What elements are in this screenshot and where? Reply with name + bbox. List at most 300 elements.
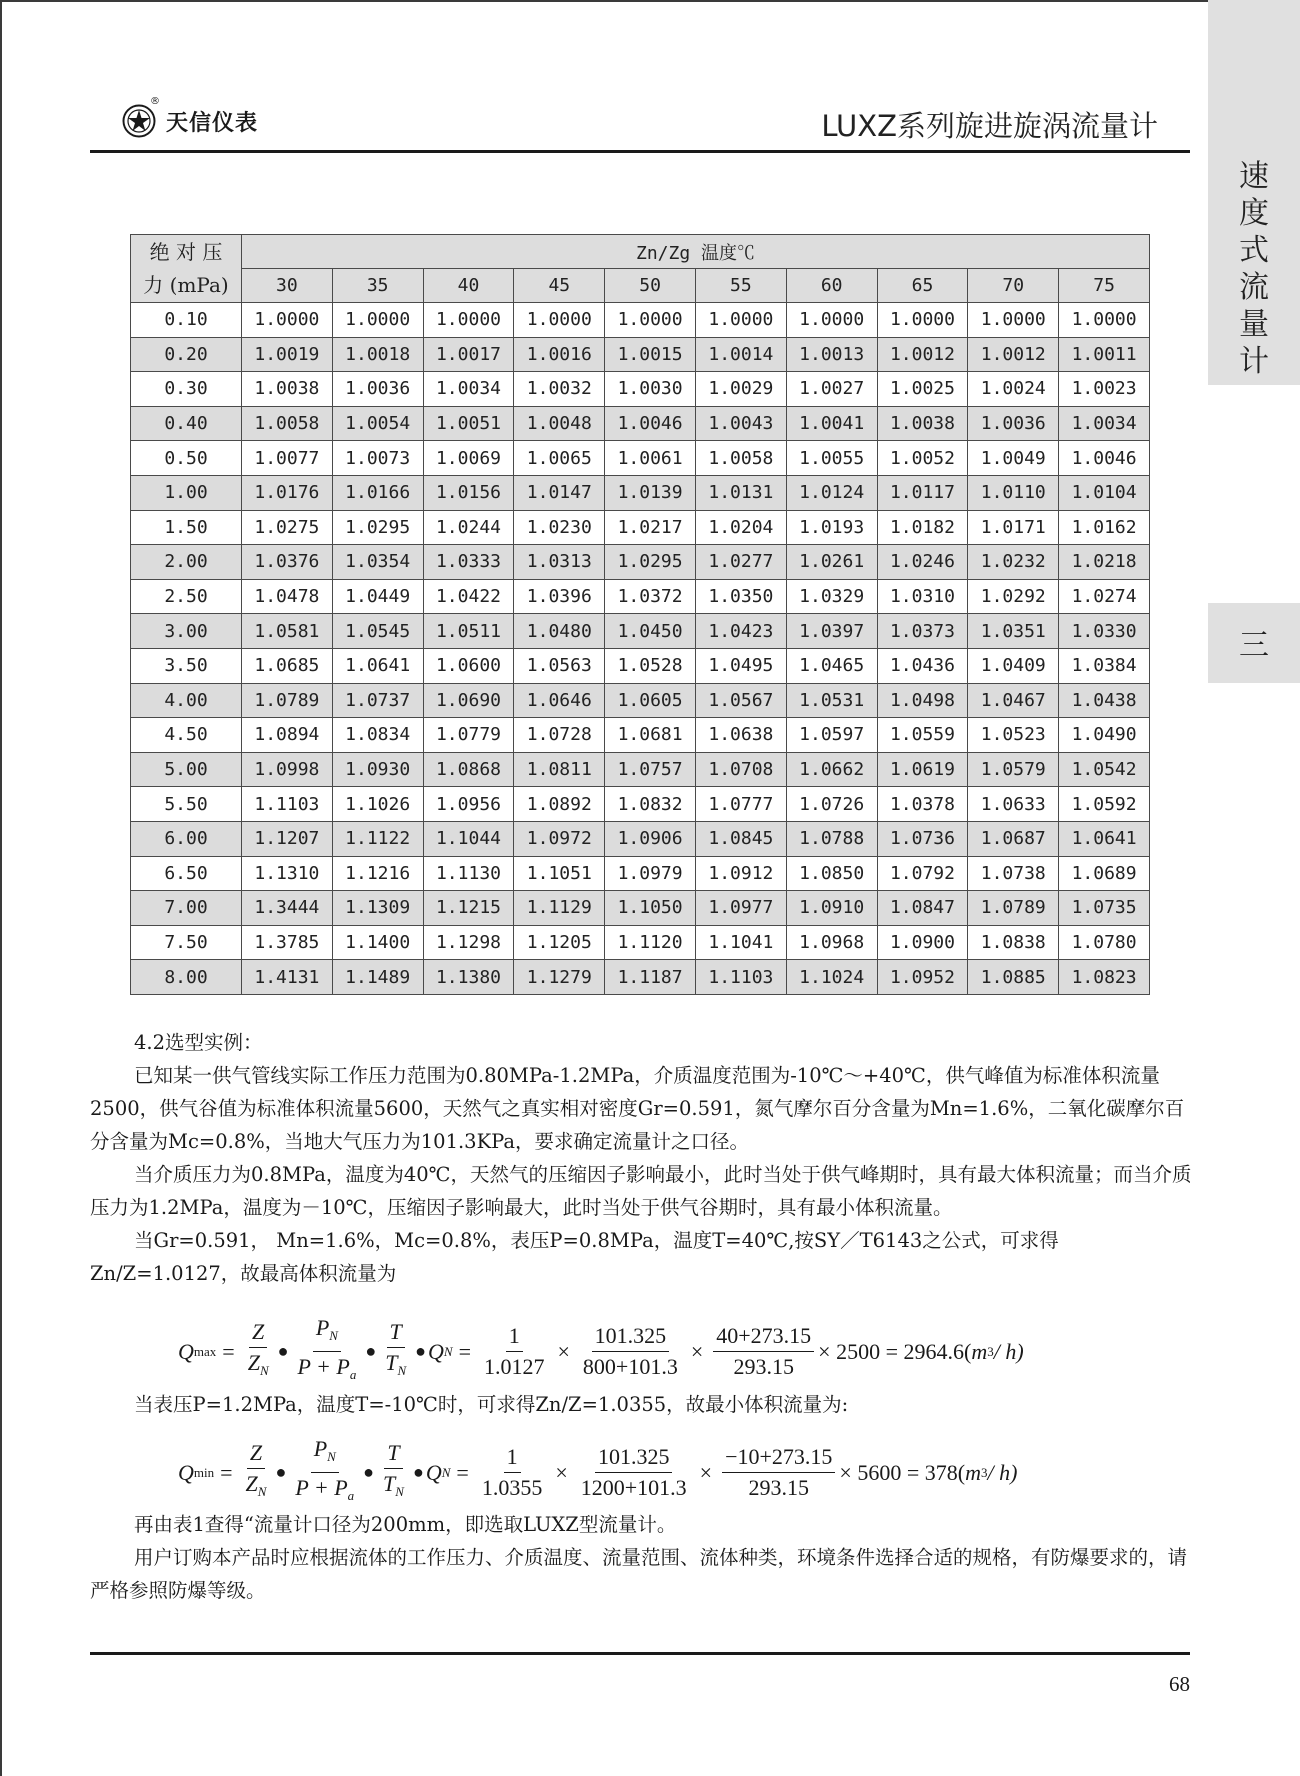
table-cell: 1.0531 [786,683,877,718]
table-cell: 1.0436 [877,648,968,683]
pressure-cell: 1.50 [131,510,242,545]
table-cell: 1.0498 [877,683,968,718]
table-cell: 1.0012 [968,337,1059,372]
table-cell: 1.0930 [332,752,423,787]
table-cell: 1.0850 [786,856,877,891]
formula-min-q-sub: N [441,1464,451,1480]
formula-max-n3-num: 40+273.15 [713,1321,814,1352]
table-cell: 1.0542 [1059,752,1150,787]
table-cell: 1.0029 [695,372,786,407]
table-cell: 1.1129 [514,891,605,926]
table-cell: 1.0789 [968,891,1059,926]
pressure-cell: 5.00 [131,752,242,787]
table-cell: 1.0043 [695,406,786,441]
table-cell: 1.0579 [968,752,1059,787]
table-cell: 1.0834 [332,718,423,753]
table-cell: 1.0449 [332,579,423,614]
table-cell: 1.0000 [695,303,786,338]
side-tab-chapter-label: 三 [1239,628,1269,663]
table-cell: 1.0000 [786,303,877,338]
pressure-cell: 0.10 [131,303,242,338]
table-cell: 1.0171 [968,510,1059,545]
formula-min-f2-num-sub: N [327,1449,336,1464]
table-cell: 1.3444 [242,891,333,926]
table-cell: 1.0738 [968,856,1059,891]
formula-min-n3-den: 293.15 [748,1475,809,1500]
table-cell: 1.0015 [605,337,696,372]
table-row [131,441,1150,476]
table-cell: 1.0055 [786,441,877,476]
formula-max-n1-num: 1 [506,1321,523,1352]
table-cell: 1.0038 [242,372,333,407]
table-row [131,648,1150,683]
table-cell: 1.0823 [1059,960,1150,995]
pressure-cell: 2.50 [131,579,242,614]
table-cell: 1.0912 [695,856,786,891]
formula-max-z-ratio [245,1317,272,1386]
table-cell: 1.0166 [332,475,423,510]
formula-max-result: × 2500 = 2964.6( [818,1338,972,1364]
table-cell: 1.0832 [605,787,696,822]
pressure-cell: 6.50 [131,856,242,891]
table-cell: 1.1489 [332,960,423,995]
formula-max-lhs: Q [178,1338,194,1364]
temperature-header: 35 [332,269,423,303]
formula-max-q: Q [428,1338,444,1364]
table-cell: 1.0230 [514,510,605,545]
temperature-header: 40 [423,269,514,303]
table-cell: 1.0046 [605,406,696,441]
table-cell: 1.0176 [242,475,333,510]
table-cell: 1.0065 [514,441,605,476]
table-cell: 1.0708 [695,752,786,787]
table-cell: 1.0019 [242,337,333,372]
table-cell: 1.0354 [332,545,423,580]
table-cell: 1.0780 [1059,925,1150,960]
pressure-cell: 7.50 [131,925,242,960]
table-cell: 1.0162 [1059,510,1150,545]
header-rule [90,150,1190,153]
formula-min-n1 [479,1442,546,1503]
table-cell: 1.0906 [605,821,696,856]
table-cell: 1.0685 [242,648,333,683]
formula-min-f3-num: T [387,1440,400,1465]
table-cell: 1.0036 [968,406,1059,441]
table-cell: 1.0376 [242,545,333,580]
table-cell: 1.1041 [695,925,786,960]
table-cell: 1.1207 [242,821,333,856]
table-row [131,856,1150,891]
table-cell: 1.0450 [605,614,696,649]
table-cell: 1.1309 [332,891,423,926]
table-cell: 1.0046 [1059,441,1150,476]
table-cell: 1.0789 [242,683,333,718]
table-cell: 1.0998 [242,752,333,787]
table-cell: 1.0726 [786,787,877,822]
formula-min-n1-num: 1 [504,1442,521,1473]
table-cell: 1.0069 [423,441,514,476]
formula-max-f3-den-sub: N [397,1363,407,1378]
formula-max-f1-den: Z [247,1350,260,1375]
table-cell: 1.0000 [242,303,333,338]
formula-min-f2-num: P [313,1436,328,1461]
formula-max-p-ratio [295,1313,360,1390]
table-cell: 1.0977 [695,891,786,926]
table-cell: 1.0968 [786,925,877,960]
pressure-cell: 4.00 [131,683,242,718]
table-cell: 1.0000 [1059,303,1150,338]
corner-label-line1: 绝 对 压 [149,239,223,264]
table-cell: 1.1215 [423,891,514,926]
formula-max-f2-den: P + P [297,1354,350,1379]
formula-min-q: Q [425,1459,442,1485]
table-cell: 1.0016 [514,337,605,372]
table-cell: 1.0077 [242,441,333,476]
table-cell: 1.0690 [423,683,514,718]
paragraph-3: 当Gr=0.591， Mn=1.6%，Mc=0.8%，表压P=0.8MPa，温度T=40℃,按SY／T6143之公式，可求得Zn/Z=1.0127，故最高体积流量为 [90,1229,1059,1285]
table-cell: 1.0110 [968,475,1059,510]
table-cell: 1.0333 [423,545,514,580]
table-cell: 1.0728 [514,718,605,753]
temperature-header: 45 [514,269,605,303]
body-text [90,1026,1196,1290]
table-cell: 1.0156 [423,475,514,510]
formula-max-q-sub: N [443,1343,453,1359]
table-cell: 1.0597 [786,718,877,753]
formula-max-f2-den-sub: a [349,1367,357,1382]
table-cell: 1.1298 [423,925,514,960]
table-cell: 1.0563 [514,648,605,683]
table-cell: 1.0689 [1059,856,1150,891]
table-cell: 1.0567 [695,683,786,718]
table-cell: 1.0292 [968,579,1059,614]
paragraph-4: 当表压P=1.2MPa，温度T=-10℃时，可求得Zn/Z=1.0355，故最小体积流量为: [134,1393,849,1416]
page-title: LUXZ系列旋进旋涡流量计 [821,109,1158,143]
brand-name: 天信仪表 [166,109,259,136]
table-cell: 1.0275 [242,510,333,545]
table-cell: 1.0218 [1059,545,1150,580]
table-cell: 1.3785 [242,925,333,960]
table-cell: 1.0049 [968,441,1059,476]
formula-max-n3-den: 293.15 [733,1354,794,1379]
table-header-row [131,235,1150,269]
table-cell: 1.0559 [877,718,968,753]
body-text-2 [90,1388,1196,1421]
formula-min-f1-den: Z [245,1471,258,1496]
table-row [131,406,1150,441]
formula-min-p-ratio [292,1434,357,1511]
table-cell: 1.0351 [968,614,1059,649]
table-cell: 1.0845 [695,821,786,856]
table-cell: 1.0032 [514,372,605,407]
table-cell: 1.4131 [242,960,333,995]
formula-min-n2 [578,1442,690,1503]
formula-min-unit-tail: / h) [987,1459,1018,1485]
table-cell: 1.1122 [332,821,423,856]
table-cell: 1.0058 [242,406,333,441]
table-cell: 1.0000 [332,303,423,338]
formula-max-n2-den: 800+101.3 [582,1354,678,1379]
table-cell: 1.1051 [514,856,605,891]
table-cell: 1.0422 [423,579,514,614]
formula-max-f1-den-sub: N [259,1363,269,1378]
table-cell: 1.0027 [786,372,877,407]
table-cell: 1.0204 [695,510,786,545]
pressure-cell: 5.50 [131,787,242,822]
compressibility-table [130,234,1150,995]
formula-max-f2-num: P [315,1315,330,1340]
pressure-cell: 4.50 [131,718,242,753]
table-cell: 1.0054 [332,406,423,441]
table-cell: 1.0232 [968,545,1059,580]
table-row [131,891,1150,926]
table-cell: 1.0545 [332,614,423,649]
brand-logo [122,96,259,138]
table-cell: 1.0023 [1059,372,1150,407]
formula-max-n3 [713,1321,814,1382]
table-cell: 1.0581 [242,614,333,649]
table-cell: 1.0052 [877,441,968,476]
paragraph-6: 用户订购本产品时应根据流体的工作压力、介质温度、流量范围、流体种类，环境条件选择合适的规格，有防爆要求的，请严格参照防爆等级。 [90,1546,1188,1602]
table-cell: 1.0051 [423,406,514,441]
formula-min-f3-den-sub: N [395,1484,404,1499]
table-cell: 1.0378 [877,787,968,822]
temperature-header: 30 [242,269,333,303]
formula-min-n2-num: 101.325 [595,1442,673,1473]
table-cell: 1.0894 [242,718,333,753]
table-cell: 1.0687 [968,821,1059,856]
formula-max-n1-den: 1.0127 [483,1354,545,1379]
table-cell: 1.0313 [514,545,605,580]
formula-min-unit-sup: 3 [980,1464,988,1480]
pressure-cell: 0.20 [131,337,242,372]
formula-min-n1-den: 1.0355 [481,1475,543,1500]
table-cell: 1.0131 [695,475,786,510]
table-cell: 1.0139 [605,475,696,510]
table-cell: 1.1310 [242,856,333,891]
table-cell: 1.0024 [968,372,1059,407]
table-cell: 1.0465 [786,648,877,683]
pressure-cell: 8.00 [131,960,242,995]
table-row [131,372,1150,407]
table-cell: 1.0246 [877,545,968,580]
table-cell: 1.0104 [1059,475,1150,510]
table-cell: 1.0735 [1059,891,1150,926]
table-cell: 1.1400 [332,925,423,960]
table-cell: 1.0811 [514,752,605,787]
formula-max-f3-num: T [389,1319,402,1344]
table-cell: 1.0310 [877,579,968,614]
table-cell: 1.0892 [514,787,605,822]
pressure-cell: 0.50 [131,441,242,476]
registered-mark: ® [150,96,160,107]
formula-max-unit-tail: / h) [993,1338,1024,1364]
table-cell: 1.0495 [695,648,786,683]
table-cell: 1.0779 [423,718,514,753]
pressure-cell: 1.00 [131,475,242,510]
table-cell: 1.1050 [605,891,696,926]
table-cell: 1.0330 [1059,614,1150,649]
table-cell: 1.0182 [877,510,968,545]
table-cell: 1.0018 [332,337,423,372]
table-cell: 1.0038 [877,406,968,441]
formula-max-f2-num-sub: N [329,1328,338,1343]
formula-max-unit: m [971,1338,988,1364]
table-cell: 1.0638 [695,718,786,753]
table-cell: 1.0480 [514,614,605,649]
footer-rule [90,1652,1190,1655]
table-cell: 1.0757 [605,752,696,787]
table-cell: 1.0641 [332,648,423,683]
table-cell: 1.0792 [877,856,968,891]
table-cell: 1.1103 [242,787,333,822]
page-number: 68 [1169,1672,1190,1696]
table-cell: 1.0012 [877,337,968,372]
formula-min-n3-num: −10+273.15 [722,1442,835,1473]
table-cell: 1.0438 [1059,683,1150,718]
table-cell: 1.0662 [786,752,877,787]
temperature-header: 60 [786,269,877,303]
table-cell: 1.1205 [514,925,605,960]
formula-min-f1-num: Z [249,1440,263,1465]
table-cell: 1.0000 [968,303,1059,338]
temperature-header: 75 [1059,269,1150,303]
side-tab-category-label [1208,158,1300,380]
table-cell: 1.0013 [786,337,877,372]
table-cell: 1.0838 [968,925,1059,960]
formula-max-flow: Q max = $\frac{Z}{Z_N}$ ● $\frac{P_N}{P + P_a}$ ● $\frac{T}{T_N}$ ● Q N = $\frac{1}{1.0127}$ × $\frac{101.325}{800+101.3}$ × $\frac{40+273.15}{293.15}$ × 2500 = 2964.6( m 3 / h) [178,1313,1024,1390]
table-row [131,579,1150,614]
table-row [131,925,1150,960]
table-cell: 1.0372 [605,579,696,614]
table-cell: 1.0017 [423,337,514,372]
temperature-header: 55 [695,269,786,303]
table-cell: 1.0956 [423,787,514,822]
table-cell: 1.0000 [514,303,605,338]
table-cell: 1.0592 [1059,787,1150,822]
table-cell: 1.0409 [968,648,1059,683]
table-row [131,475,1150,510]
pressure-cell: 3.00 [131,614,242,649]
table-cell: 1.0034 [1059,406,1150,441]
table-cell: 1.1130 [423,856,514,891]
formula-min-f2-den: P + P [295,1475,348,1500]
table-cell: 1.0295 [332,510,423,545]
table-cell: 1.0000 [605,303,696,338]
formula-max-t-ratio [382,1317,409,1386]
body-text-3 [90,1508,1196,1607]
formula-max-n1 [481,1321,548,1382]
formula-min-z-ratio [243,1438,270,1507]
table-cell: 1.0847 [877,891,968,926]
table-cell: 1.0523 [968,718,1059,753]
temperature-header: 70 [968,269,1059,303]
table-cell: 1.1026 [332,787,423,822]
table-cell: 1.0528 [605,648,696,683]
table-row [131,752,1150,787]
table-cell: 1.0910 [786,891,877,926]
table-cell: 1.0193 [786,510,877,545]
page-border-top [0,0,1210,2]
table-cell: 1.0030 [605,372,696,407]
table-cell: 1.1216 [332,856,423,891]
table-row [131,960,1150,995]
table-row [131,683,1150,718]
table-temperature-row [131,269,1150,303]
formula-max-lhs-sub: max [193,1343,217,1359]
table-cell: 1.0025 [877,372,968,407]
pressure-cell: 3.50 [131,648,242,683]
formula-min-f3-den: T [383,1471,396,1496]
pressure-cell: 6.00 [131,821,242,856]
pressure-cell: 0.30 [131,372,242,407]
table-cell: 1.0350 [695,579,786,614]
table-cell: 1.0034 [423,372,514,407]
table-cell: 1.0000 [423,303,514,338]
table-cell: 1.0868 [423,752,514,787]
table-cell: 1.0396 [514,579,605,614]
table-cell: 1.0952 [877,960,968,995]
table-group-header: Zn/Zg 温度℃ [242,235,1150,269]
table-cell: 1.0295 [605,545,696,580]
table-cell: 1.0478 [242,579,333,614]
temperature-header: 65 [877,269,968,303]
table-cell: 1.0423 [695,614,786,649]
table-cell: 1.0048 [514,406,605,441]
table-cell: 1.0737 [332,683,423,718]
formula-min-t-ratio [380,1438,407,1507]
table-cell: 1.0681 [605,718,696,753]
table-cell: 1.0900 [877,925,968,960]
table-cell: 1.0490 [1059,718,1150,753]
table-cell: 1.0979 [605,856,696,891]
formula-max-f1-num: Z [252,1319,265,1344]
table-cell: 1.1187 [605,960,696,995]
table-cell: 1.0777 [695,787,786,822]
table-cell: 1.0600 [423,648,514,683]
formula-min-f2-den-sub: a [347,1488,355,1503]
table-cell: 1.0041 [786,406,877,441]
table-cell: 1.0117 [877,475,968,510]
temperature-header: 50 [605,269,696,303]
table-cell: 1.0274 [1059,579,1150,614]
formula-min-n3 [722,1442,835,1503]
table-cell: 1.1120 [605,925,696,960]
table-row [131,545,1150,580]
table-cell: 1.0397 [786,614,877,649]
table-row [131,614,1150,649]
table-cell: 1.0329 [786,579,877,614]
side-tab-category-text: 速度式流量计 [1239,159,1269,379]
page-border-left [0,0,2,1776]
table-cell: 1.0885 [968,960,1059,995]
table-cell: 1.0244 [423,510,514,545]
paragraph-1: 已知某一供气管线实际工作压力范围为0.80MPa-1.2MPa，介质温度范围为-10℃～+40℃，供气峰值为标准体积流量2500，供气谷值为标准体积流量5600，天然气之真实相对密度Gr=0.591，氮气摩尔百分含量为Mn=1.6%，二氧化碳摩尔百分含量为Mc=0.8%，当地大气压力为101.3KPa，要求确定流量计之口径。 [90,1064,1185,1153]
table-cell: 1.0147 [514,475,605,510]
logo-star-icon [122,96,160,138]
table-cell: 1.0511 [423,614,514,649]
table-row [131,510,1150,545]
table-cell: 1.0124 [786,475,877,510]
table-row [131,718,1150,753]
formula-max-unit-sup: 3 [987,1343,994,1359]
formula-max-f3-den: T [385,1350,398,1375]
table-cell: 1.0011 [1059,337,1150,372]
table-body [131,303,1150,995]
table-cell: 1.0788 [786,821,877,856]
formula-min-unit: m [965,1459,981,1485]
table-row [131,787,1150,822]
